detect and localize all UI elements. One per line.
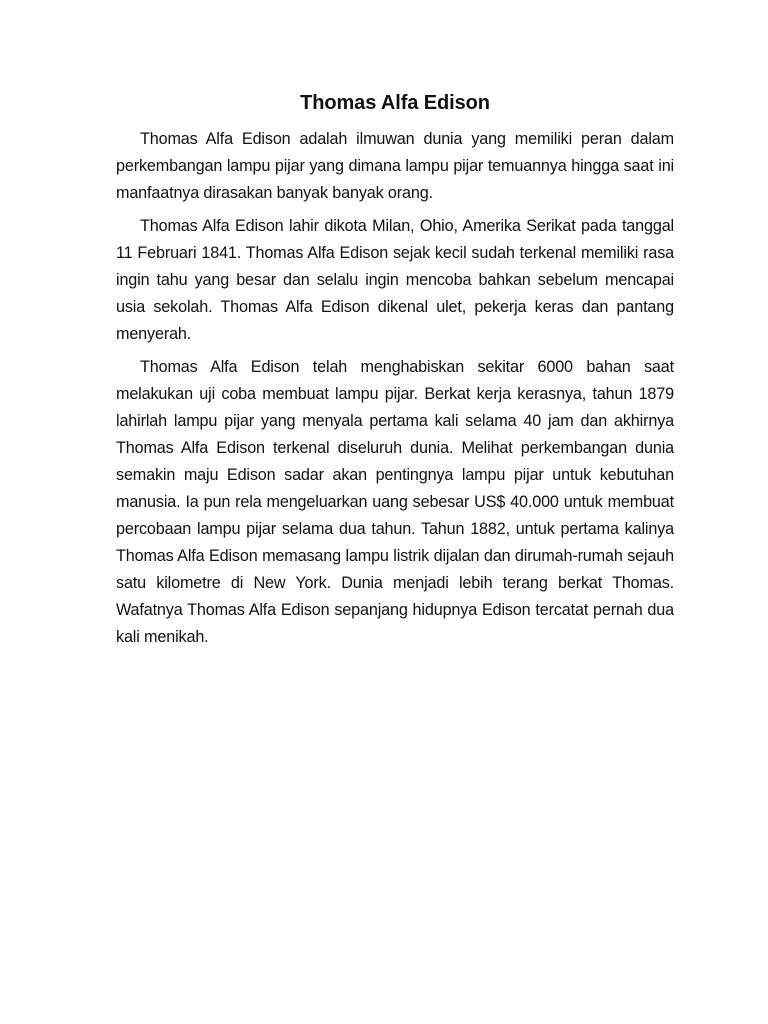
paragraph-biography: Thomas Alfa Edison lahir dikota Milan, Ohio, Amerika Serikat pada tanggal 11 Februari 1841. Thomas Alfa Edison sejak kecil sudah terkenal memiliki rasa ingin tahu yang besar dan selalu ingin mencoba bahkan sebelum mencapai usia sekolah. Thomas Alfa Edison dikenal ulet, pekerja keras dan pantang menyerah. [116, 217, 674, 343]
document-title: Thomas Alfa Edison [300, 92, 490, 114]
document-body [116, 88, 674, 657]
paragraph-invention: Thomas Alfa Edison telah menghabiskan sekitar 6000 bahan saat melakukan uji coba membuat lampu pijar. Berkat kerja kerasnya, tahun 1879 lahirlah lampu pijar yang menyala pertama kali selama 40 jam dan akhirnya Thomas Alfa Edison terkenal diseluruh dunia. Melihat perkembangan dunia semakin maju Edison sadar akan pentingnya lampu pijar untuk kebutuhan manusia. Ia pun rela mengeluarkan uang sebesar US$ 40.000 untuk membuat percobaan lampu pijar selama dua tahun. Tahun 1882, untuk pertama kalinya Thomas Alfa Edison memasang lampu listrik dijalan dan dirumah-rumah sejauh satu kilometre di New York. Dunia menjadi lebih terang berkat Thomas. Wafatnya Thomas Alfa Edison sepanjang hidupnya Edison tercatat pernah dua kali menikah. [116, 358, 674, 646]
paragraph-intro: Thomas Alfa Edison adalah ilmuwan dunia yang memiliki peran dalam perkembangan lampu pijar yang dimana lampu pijar temuannya hingga saat ini manfaatnya dirasakan banyak banyak orang. [116, 130, 674, 202]
